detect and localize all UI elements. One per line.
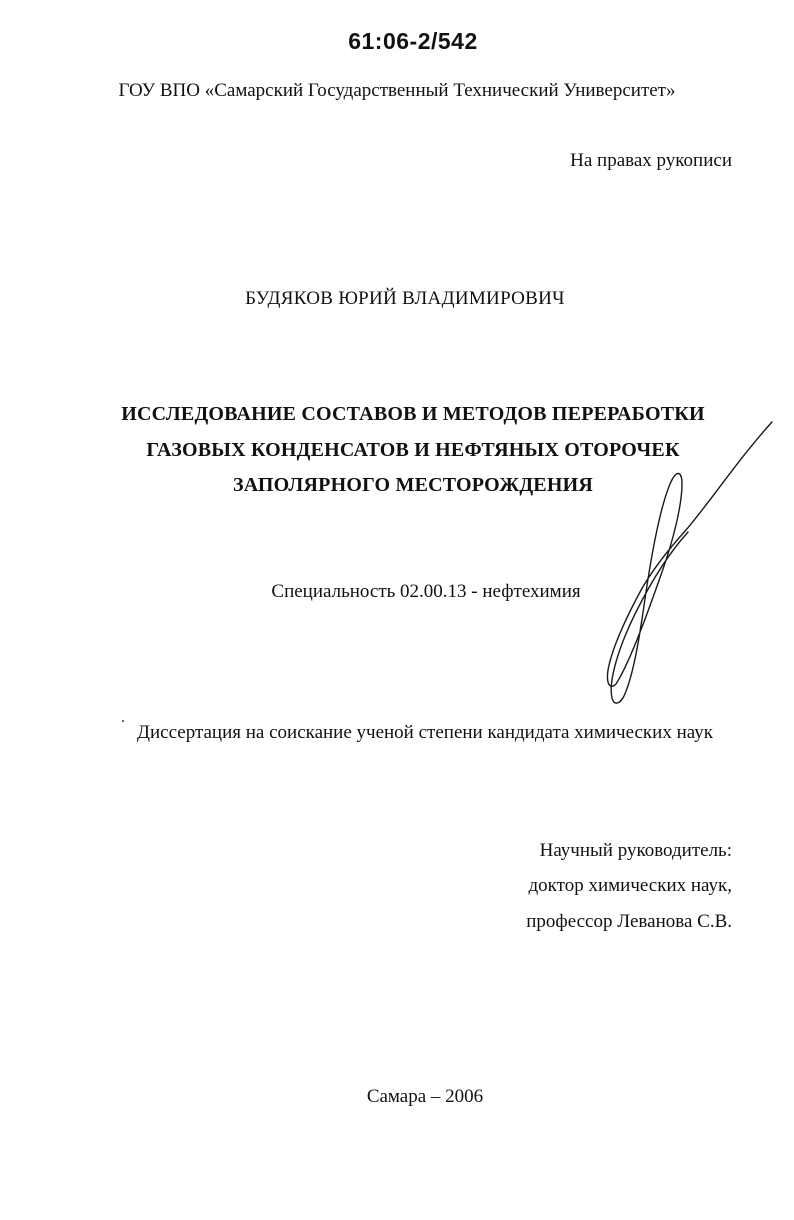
- specialty-line: Специальность 02.00.13 - нефтехимия: [271, 581, 581, 602]
- handwritten-signature: [590, 412, 790, 712]
- supervisor-name: профессор Леванова С.В.: [526, 911, 732, 932]
- supervisor-role: Научный руководитель:: [539, 840, 732, 861]
- rights-note: На правах рукописи: [570, 150, 732, 171]
- signature-stroke: [607, 422, 772, 703]
- thesis-title-line-2: ГАЗОВЫХ КОНДЕНСАТОВ И НЕФТЯНЫХ ОТОРОЧЕК: [146, 439, 680, 461]
- supervisor-degree: доктор химических наук,: [528, 875, 732, 896]
- thesis-title-line-1: ИССЛЕДОВАНИЕ СОСТАВОВ И МЕТОДОВ ПЕРЕРАБОТКИ: [121, 403, 705, 425]
- thesis-title-line-3: ЗАПОЛЯРНОГО МЕСТОРОЖДЕНИЯ: [233, 474, 593, 496]
- institution-name: ГОУ ВПО «Самарский Государственный Технический Университет»: [118, 80, 676, 101]
- city-year: Самара – 2006: [366, 1086, 484, 1107]
- registry-code: 61:06-2/542: [348, 28, 478, 54]
- author-name: БУДЯКОВ ЮРИЙ ВЛАДИМИРОВИЧ: [245, 288, 565, 309]
- degree-line: Диссертация на соискание ученой степени кандидата химических наук: [137, 722, 713, 743]
